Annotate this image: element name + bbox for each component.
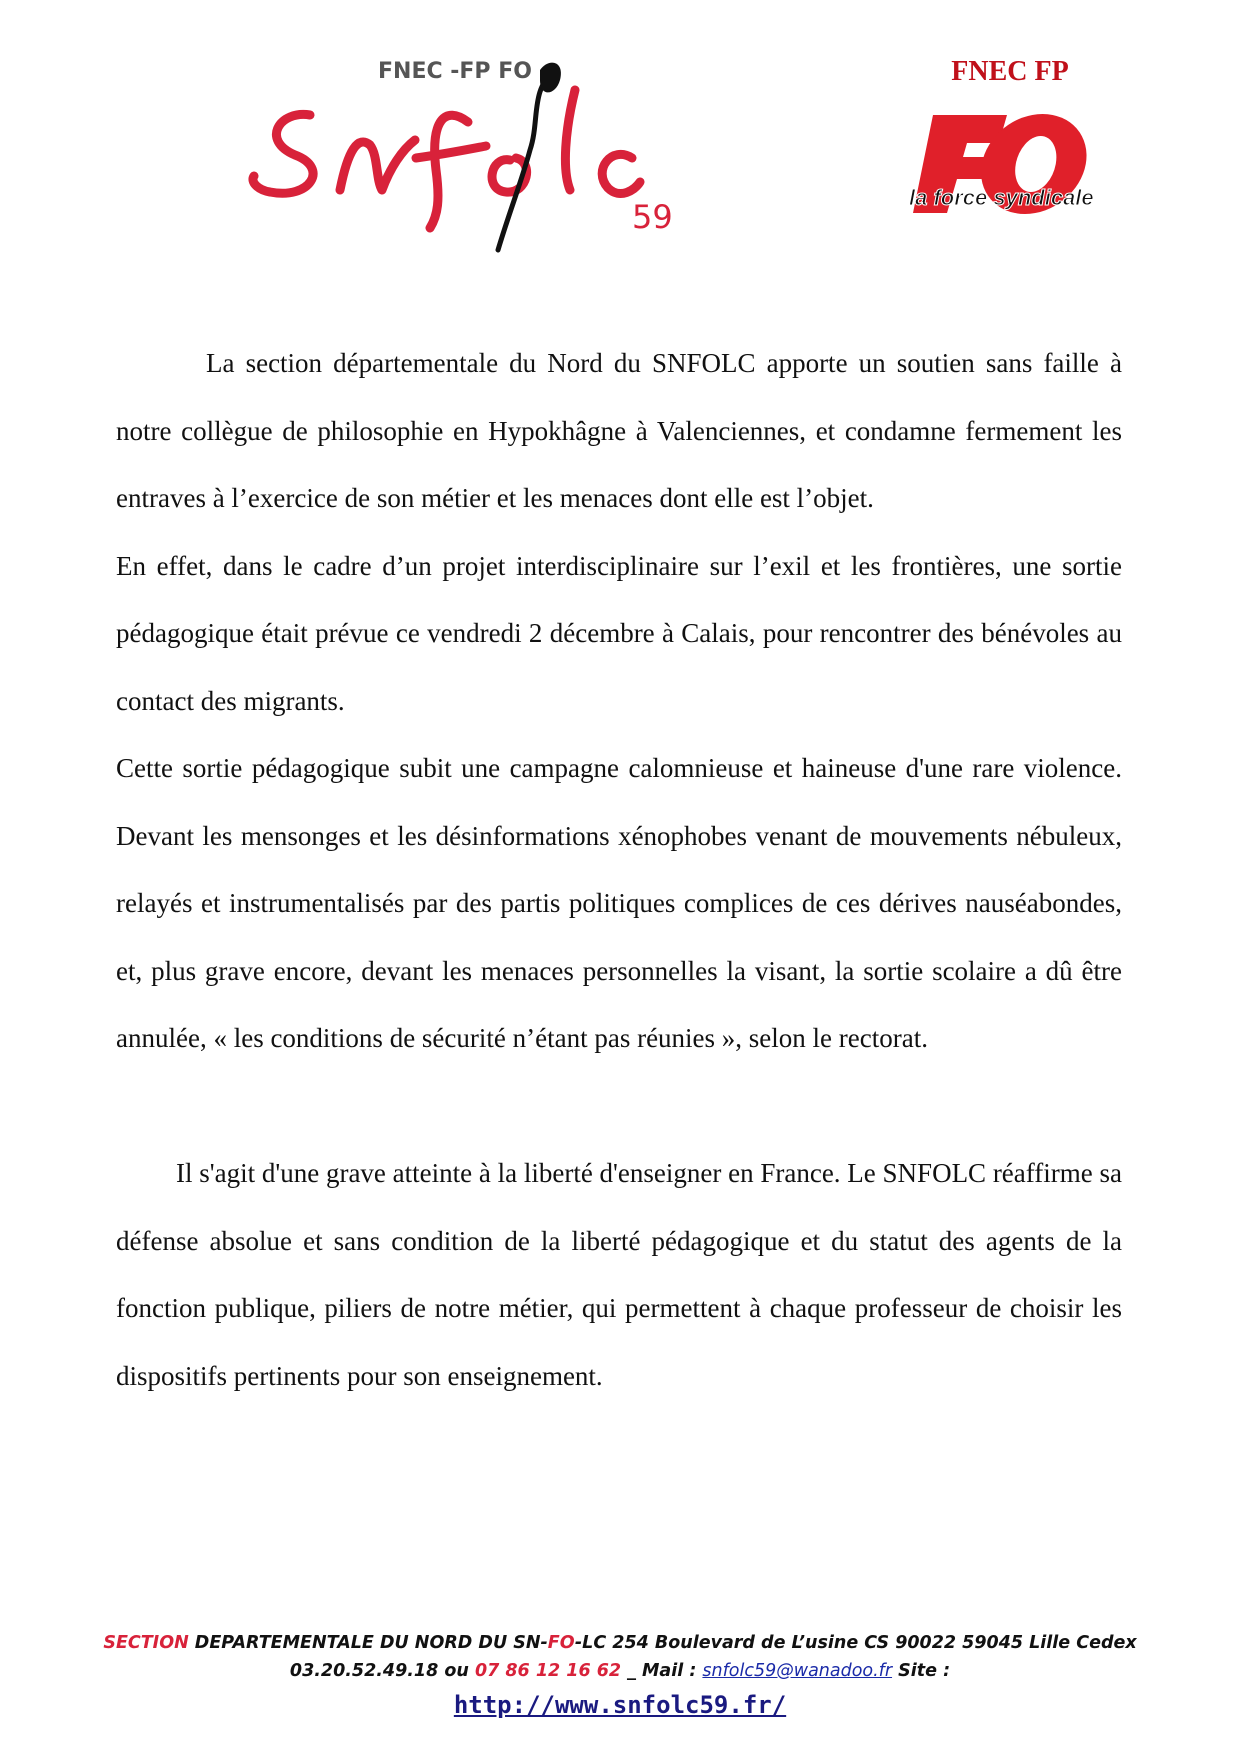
paragraph-spacer xyxy=(116,1073,1122,1141)
paragraph-campaign: Cette sortie pédagogique subit une campagne calomnieuse et haineuse d'une rare violence. Devant les mensonges et les désinformations xénophobes venant de mouvements nébuleux, relayés et instrumentalisés par des partis politiques complices de ces dérives nauséabondes, et, plus grave encore, devant les menaces personnelles la visant, la sortie scolaire a dû être annulée, « les conditions de sécurité n’étant pas réunies », selon le rectorat. xyxy=(116,753,1122,1053)
logo-fo-title: FNEC FP xyxy=(951,56,1069,87)
document-body xyxy=(116,330,1122,1410)
footer-contact xyxy=(100,1629,1140,1721)
footer-section-word: SECTION xyxy=(103,1633,189,1653)
logo-superscript: FNEC -FP FO xyxy=(378,59,532,84)
footer-text-a: DEPARTEMENTALE DU NORD DU SN- xyxy=(188,1633,548,1653)
footer-email-link[interactable]: snfolc59@wanadoo.fr xyxy=(702,1661,893,1681)
footer-text-c: _ Mail : xyxy=(621,1661,703,1681)
pen-tip xyxy=(540,63,561,93)
footer-site-link[interactable]: http://www.snfolc59.fr/ xyxy=(453,1691,787,1719)
paragraph-freedom: Il s'agit d'une grave atteinte à la liberté d'enseigner en France. Le SNFOLC réaffirme sa défense absolue et sans condition de la liberté pédagogique et du statut des agents de la fonction publique, piliers de notre métier, qui permettent à chaque professeur de choisir les dispositifs pertinents pour son enseignement. xyxy=(116,1158,1122,1391)
logo-slogan: la force syndicale xyxy=(909,185,1094,210)
snfolc-59-logo xyxy=(240,50,780,280)
footer-text-d: Site : xyxy=(892,1661,951,1681)
paragraph-support: La section départementale du Nord du SNFOLC apporte un soutien sans faille à notre collègue de philosophie en Hypokhâgne à Valenciennes, et condamne fermement les entraves à l’exercice de son métier et les menaces dont elle est l’objet. xyxy=(116,348,1122,513)
footer-text-b: -LC 254 Boulevard de L’usine CS 90022 59045 Lille Cedex 03.20.52.49.18 ou xyxy=(289,1633,1137,1681)
paragraph-context: En effet, dans le cadre d’un projet interdisciplinaire sur l’exil et les frontières, une sortie pédagogique était prévue ce vendredi 2 décembre à Calais, pour rencontrer des bénévoles au contact des migrants. xyxy=(116,550,1122,716)
snfolc-wordmark xyxy=(253,90,640,228)
footer-mobile-number: 07 86 12 16 62 xyxy=(474,1661,622,1681)
footer-fo-word: FO xyxy=(547,1633,575,1653)
logo-number: 59 xyxy=(632,198,673,236)
fnec-fp-fo-logo xyxy=(895,55,1125,240)
